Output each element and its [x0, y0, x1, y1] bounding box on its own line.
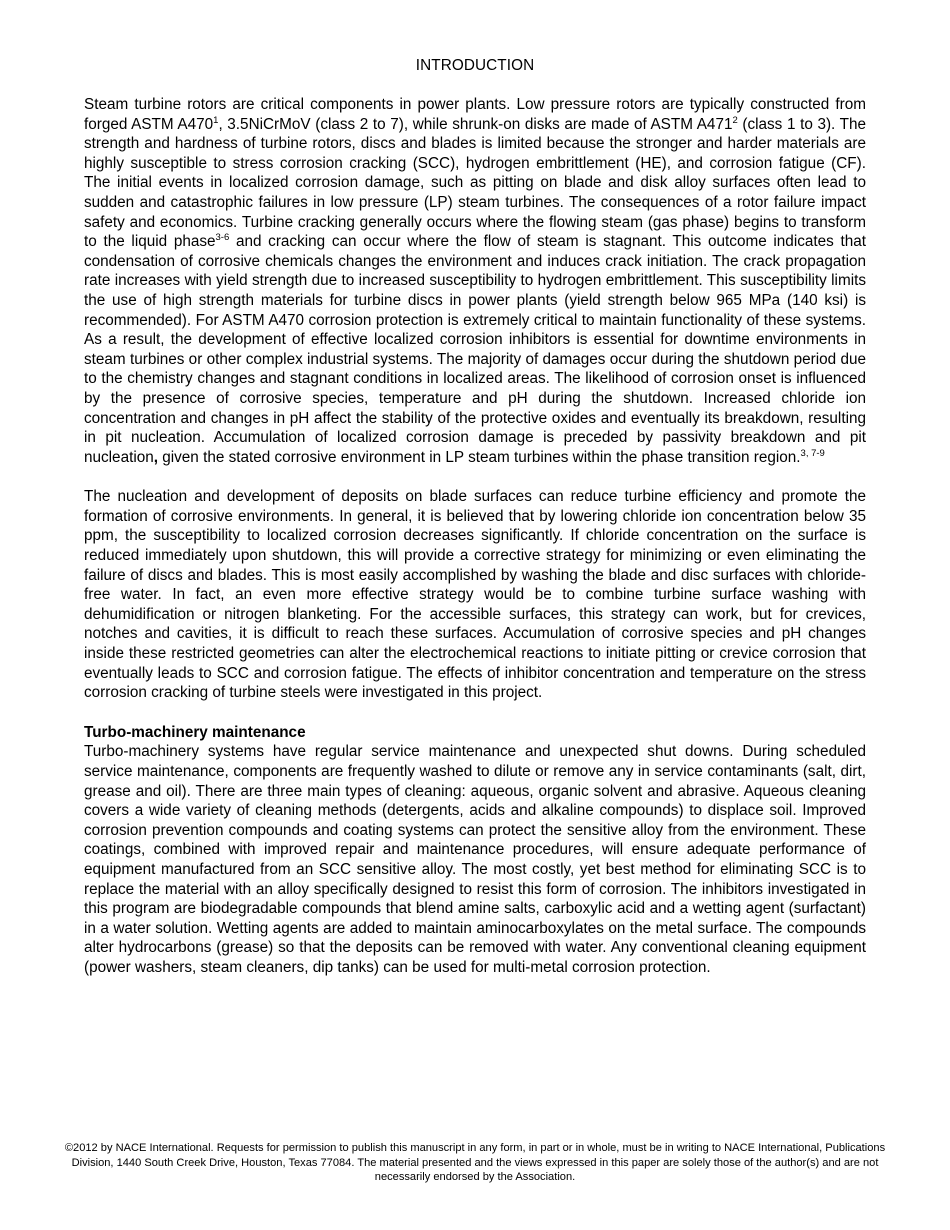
- paragraph-1-text-d: and cracking can occur where the flow of steam is stagnant. This outcome indicates that condensation of corrosive chemicals changes the environment and induces crack initiation. The crack propagation rate increases with yield strength due to increased susceptibility to hydrogen embrittlement. This susceptibility limits the use of high strength materials for turbine discs in power plants (yield strength below 965 MPa (140 ksi) is recommended). For ASTM A470 corrosion protection is extremely critical to maintain functionality of these systems. As a result, the development of effective localized corrosion inhibitors is essential for downtime environments in steam turbines or other complex industrial systems. The majority of damages occur during the shutdown period due to the chemistry changes and stagnant conditions in localized areas. The likelihood of corrosion onset is influenced by the presence of corrosive species, temperature and pH during the shutdown. Increased chloride ion concentration and changes in pH affect the stability of the protective oxides and eventually its breakdown, resulting in pit nucleation. Accumulation of localized corrosion damage is preceded by passivity breakdown and pit nucleation: [84, 233, 866, 466]
- paragraph-2: The nucleation and development of deposits on blade surfaces can reduce turbine efficiency and promote the formation of corrosive environments. In general, it is believed that by lowering chloride ion concentration below 35 ppm, the susceptibility to localized corrosion decreases significantly. If chloride concentration on the surface is reduced immediately upon shutdown, this will provide a corrective strategy for minimizing or even eliminating the failure of discs and blades. This is most easily accomplished by washing the blade and disc surfaces with chloride-free water. In fact, an even more effective strategy would be to combine turbine surface washing with dehumidification or nitrogen blanketing. For the accessible surfaces, this strategy can work, but for crevices, notches and cavities, it is difficult to reach these surfaces. Accumulation of corrosive species and pH changes inside these restricted geometries can alter the electrochemical reactions to initiate pitting or crevice corrosion that eventually leads to SCC and corrosion fatigue. The effects of inhibitor concentration and temperature on the stress corrosion cracking of turbine steels were investigated in this project.: [84, 488, 866, 702]
- page-body: [84, 56, 866, 978]
- citation-superscript: 3-6: [215, 232, 230, 244]
- paragraph-1-text-a: Steam turbine rotors are critical components in power plants. Low pressure rotors are typically constructed from forged ASTM A470: [84, 96, 866, 133]
- citation-superscript: 3, 7-9: [800, 447, 825, 459]
- paragraph-1-text-c: (class 1 to 3). The strength and hardness of turbine rotors, discs and blades is limited because the stronger and harder materials are highly susceptible to stress corrosion cracking (SCC), hydrogen embrittlement (HE), and corrosion fatigue (CF). The initial events in localized corrosion damage, such as pitting on blade and disk alloy surfaces often lead to sudden and catastrophic failures in low pressure (LP) steam turbines. The consequences of a rotor failure impact safety and economics. Turbine cracking generally occurs where the flowing steam (gas phase) begins to transform to the liquid phase: [84, 115, 866, 251]
- paragraph-3: Turbo-machinery systems have regular service maintenance and unexpected shut downs. During scheduled service maintenance, components are frequently washed to dilute or remove any in service contaminants (salt, dirt, grease and oil). There are three main types of cleaning: aqueous, organic solvent and abrasive. Aqueous cleaning covers a wide variety of cleaning methods (detergents, acids and alkaline compounds) to displace soil. Improved corrosion prevention compounds and coating systems can protect the sensitive alloy from the environment. These coatings, combined with improved repair and maintenance procedures, will ensure adequate performance of equipment manufactured from an SCC sensitive alloy. The most costly, yet best method for eliminating SCC is to replace the material with an alloy specifically designed to resist this form of corrosion. The inhibitors investigated in this program are biodegradable compounds that blend amine salts, carboxylic acid and a wetting agent (surfactant) in a water solution. Wetting agents are added to maintain aminocarboxylates on the metal surface. The compounds alter hydrocarbons (grease) so that the deposits can be removed with water. Any conventional cleaning equipment (power washers, steam cleaners, dip tanks) can be used for multi-metal corrosion protection.: [84, 743, 866, 976]
- bold-comma: ,: [153, 448, 158, 466]
- paragraph-1-text-b: , 3.5NiCrMoV (class 2 to 7), while shrunk-on disks are made of ASTM A471: [218, 115, 733, 133]
- citation-superscript: 1: [213, 114, 219, 126]
- citation-superscript: 2: [732, 114, 738, 126]
- paragraph-spacer: [84, 703, 866, 723]
- paragraph-spacer: [84, 467, 866, 487]
- paragraph-1: [84, 95, 866, 467]
- copyright-footer: ©2012 by NACE International. Requests for permission to publish this manuscript in any form, in part or in whole, must be in writing to NACE International, Publications Division, 1440 South Creek Drive, Houston, Texas 77084. The material presented and the views expressed in this paper are solely those of the author(s) and are not necessarily endorsed by the Association.: [64, 1142, 886, 1184]
- subsection-heading: Turbo-machinery maintenance: [84, 723, 306, 741]
- paragraph-1-text-e: given the stated corrosive environment in LP steam turbines within the phase transition region.: [158, 448, 801, 466]
- section-heading-introduction: INTRODUCTION: [415, 57, 535, 74]
